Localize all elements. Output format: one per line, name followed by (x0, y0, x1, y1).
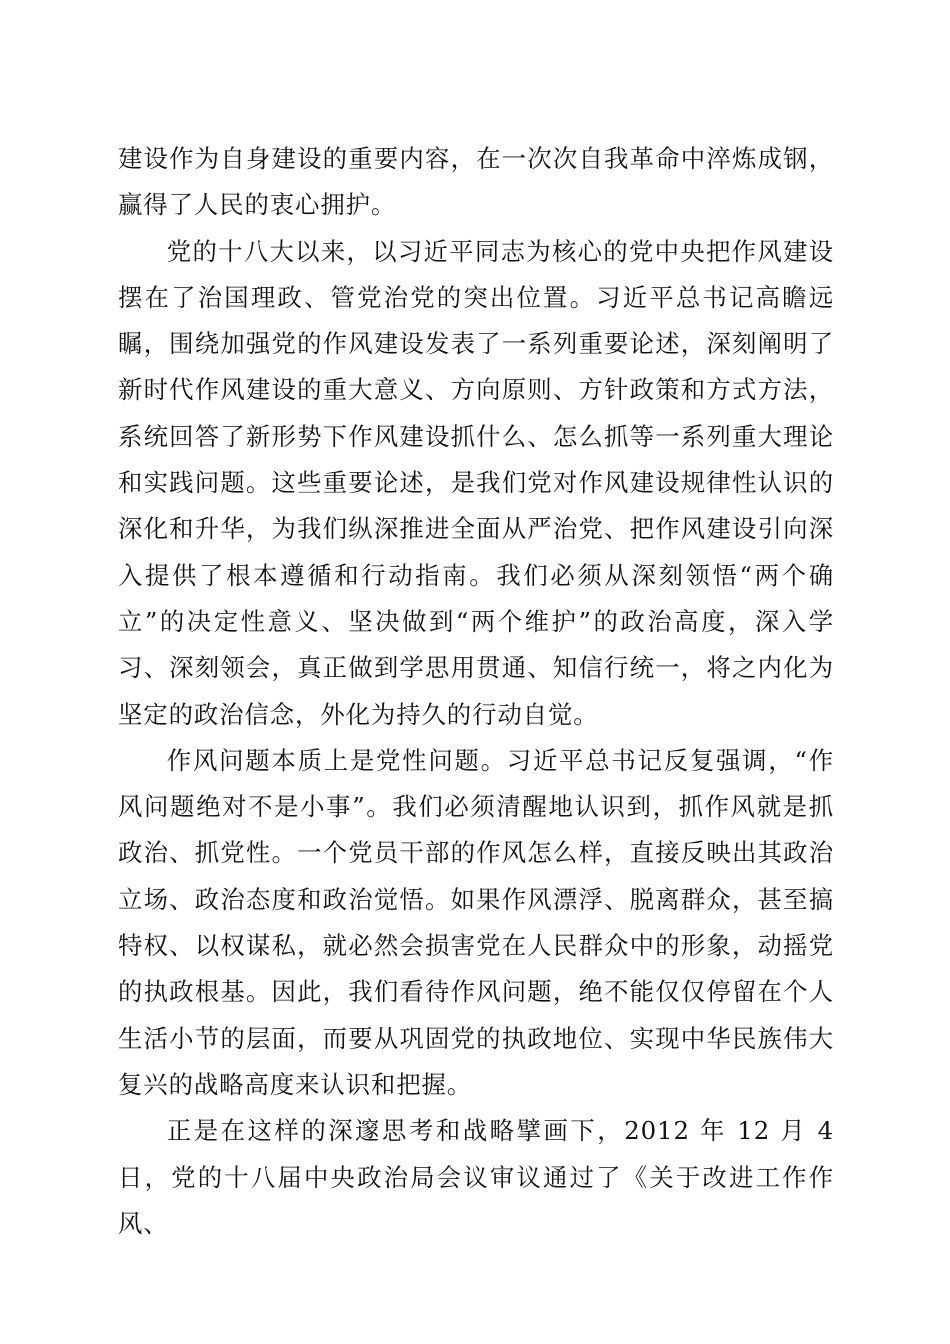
paragraph-style-building-position: 党的十八大以来，以习近平同志为核心的党中央把作风建设摆在了治国理政、管党治党的突出位置。习近平总书记高瞻远瞩，围绕加强党的作风建设发表了一系列重要论述，深刻阐明了新时代作风建设的重大意义、方向原则、方针政策和方式方法，系统回答了新形势下作风建设抓什么、怎么抓等一系列重大理论和实践问题。这些重要论述，是我们党对作风建设规律性认识的深化和升华，为我们纵深推进全面从严治党、把作风建设引向深入提供了根本遵循和行动指南。我们必须从深刻领悟“两个确立”的决定性意义、坚决做到“两个维护”的政治高度，深入学习、深刻领会，真正做到学思用贯通、知信行统一，将之内化为坚定的政治信念，外化为持久的行动自觉。 (118, 236, 834, 729)
document-body (118, 136, 834, 1247)
paragraph-continued: 建设作为自身建设的重要内容，在一次次自我革命中淬炼成钢，赢得了人民的衷心拥护。 (118, 144, 834, 220)
paragraph-eight-point-regulation: 正是在这样的深邃思考和战略擘画下，2012 年 12 月 4 日，党的十八届中央政治局会议审议通过了《关于改进工作作风、 (118, 1116, 834, 1238)
paragraph-party-spirit: 作风问题本质上是党性问题。习近平总书记反复强调，“作风问题绝对不是小事”。我们必须清醒地认识到，抓作风就是抓政治、抓党性。一个党员干部的作风怎么样，直接反映出其政治立场、政治态度和政治觉悟。如果作风漂浮、脱离群众，甚至搞特权、以权谋私，就必然会损害党在人民群众中的形象，动摇党的执政根基。因此，我们看待作风问题，绝不能仅仅停留在个人生活小节的层面，而要从巩固党的执政地位、实现中华民族伟大复兴的战略高度来认识和把握。 (118, 745, 834, 1099)
